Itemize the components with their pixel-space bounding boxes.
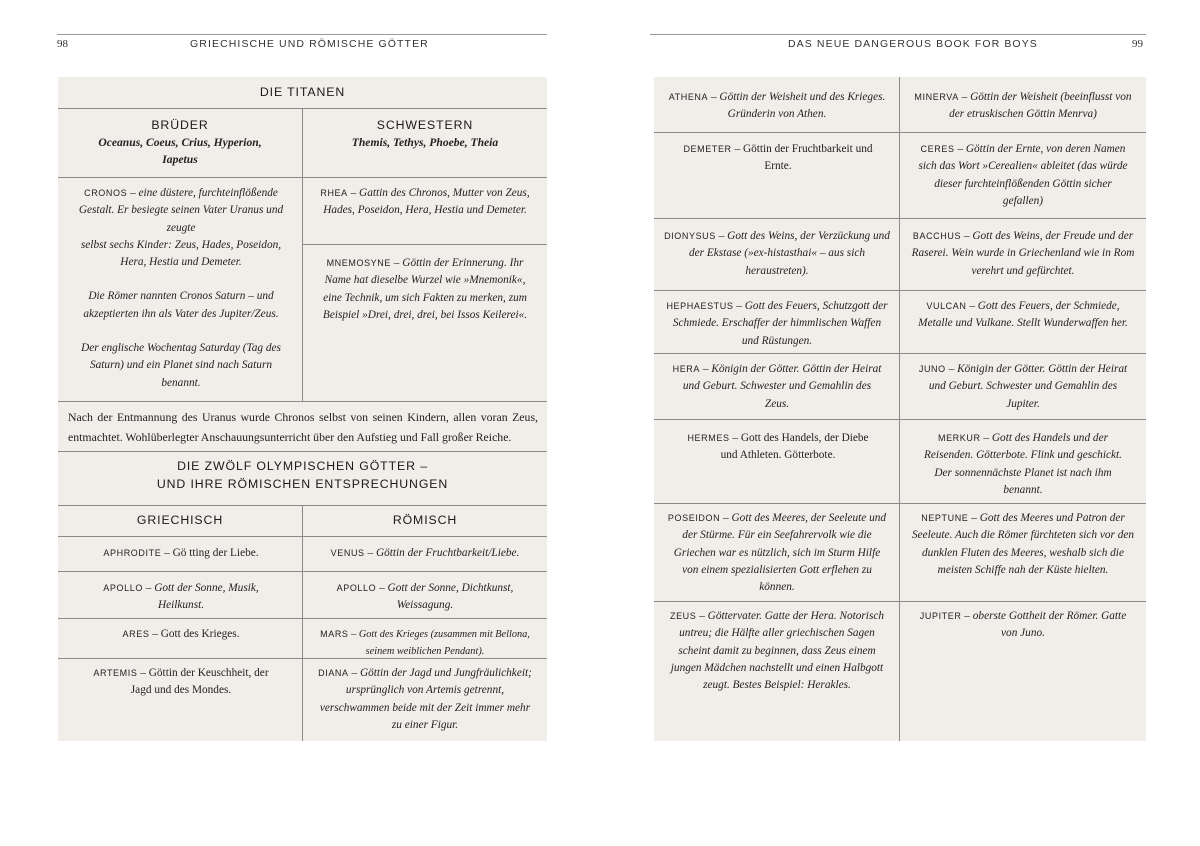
roman-entry bbox=[910, 89, 1136, 124]
god-description: – Göttin der Fruchtbarkeit/Liebe. bbox=[364, 547, 520, 559]
olymp-heading-line1: DIE ZWÖLF OLYMPISCHEN GÖTTER – bbox=[177, 459, 428, 473]
greek-entry bbox=[664, 228, 890, 280]
right-page bbox=[600, 0, 1200, 846]
schwestern-names: Themis, Tethys, Phoebe, Theia bbox=[351, 136, 499, 149]
rule bbox=[654, 218, 1146, 219]
god-name: CERES bbox=[920, 144, 955, 154]
rule bbox=[654, 290, 1146, 291]
god-description: – Gott der Sonne, Musik, Heilkunst. bbox=[142, 582, 259, 612]
titanen-note: Nach der Entmannung des Uranus wurde Chronos selbst von seinen Kindern, allen voran Zeus, entmachtet. Wohlüberlegter Anschauungsunterricht über den Aufstieg und Fall großer Reiche. bbox=[68, 410, 538, 444]
rhea-text: – Gattin des Chronos, Mutter von Zeus, Hades, Poseidon, Hera, Hestia und Demeter. bbox=[323, 187, 530, 217]
god-name: JUNO bbox=[918, 364, 946, 374]
column-divider bbox=[302, 505, 303, 741]
cronos-text: Die Römer nannten Cronos Saturn – und akzeptierten ihn als Vater des Jupiter/Zeus. bbox=[83, 290, 279, 320]
god-description: – Göttin der Weisheit und des Krieges. Gründerin von Athen. bbox=[708, 91, 886, 121]
cronos-text: Der englische Wochentag Saturday (Tag des Saturn) und ein Planet sind nach Saturn benannt. bbox=[81, 342, 281, 389]
roman-entry bbox=[916, 608, 1130, 643]
god-description: – Gott des Feuers, der Schmiede, Metalle und Vulkane. Stellt Wunderwaffen her. bbox=[918, 300, 1128, 330]
page-number: 98 bbox=[57, 38, 68, 50]
god-name: ARTEMIS bbox=[93, 668, 138, 678]
schwestern-label: SCHWESTERN bbox=[376, 118, 474, 132]
god-name: POSEIDON bbox=[667, 513, 721, 523]
rule bbox=[58, 536, 547, 537]
brueder-names: Oceanus, Coeus, Crius, Hyperion, Iapetus bbox=[98, 136, 262, 166]
god-description: – Königin der Götter. Göttin der Heirat und Geburt. Schwester und Gemahlin des Zeus. bbox=[682, 363, 882, 410]
col-greek-header: GRIECHISCH bbox=[136, 513, 224, 527]
page-number: 99 bbox=[1132, 38, 1143, 50]
rule bbox=[58, 451, 547, 452]
god-description: – Gott des Feuers, Schutzgott der Schmiede. Erschaffer der himmlischen Waffen und Rüstungen. bbox=[672, 300, 888, 347]
rule bbox=[654, 601, 1146, 602]
running-head: DAS NEUE DANGEROUS BOOK FOR BOYS bbox=[788, 38, 1038, 50]
god-description: – Königin der Götter. Göttin der Heirat und Geburt. Schwester und Gemahlin des Jupiter. bbox=[928, 363, 1128, 410]
god-name: MINERVA bbox=[914, 92, 959, 102]
roman-entry bbox=[916, 361, 1130, 413]
god-name: MERKUR bbox=[937, 433, 981, 443]
cronos-text: selbst sechs Kinder: Zeus, Hades, Poseidon, Hera, Hestia und Demeter. bbox=[80, 238, 282, 269]
god-description: – Gott des Weins, der Verzückung und der Ekstase (»ex-histasthai« – aus sich heraustreten). bbox=[688, 230, 890, 277]
roman-entry bbox=[314, 665, 536, 734]
rule bbox=[58, 618, 547, 619]
god-name: HERMES bbox=[687, 433, 730, 443]
rule bbox=[654, 132, 1146, 133]
greek-entry bbox=[666, 298, 888, 350]
cronos-text: – eine düstere, furchteinflößende Gestalt. Er besiegte seinen Vater Uranus und zeugte bbox=[78, 187, 284, 234]
greek-entry bbox=[80, 580, 282, 615]
god-name: DIONYSUS bbox=[664, 231, 716, 241]
cronos-entry bbox=[70, 185, 292, 392]
greek-entry bbox=[90, 665, 272, 700]
rule bbox=[654, 353, 1146, 354]
god-name: DEMETER bbox=[683, 144, 732, 154]
greek-entry bbox=[684, 430, 872, 465]
god-description: – Gott des Krieges (zusammen mit Bellona, seinem weiblichen Pendant). bbox=[348, 629, 530, 658]
rule bbox=[654, 419, 1146, 420]
god-name: NEPTUNE bbox=[921, 513, 969, 523]
god-description: – Gott des Meeres, der Seeleute und der Stürme. Für ein Seefahrervolk wie die Griechen war es nützlich, sich im Sturm Hilfe von einem spezialisierten Gott erflehen zu können. bbox=[673, 512, 887, 594]
god-description: – Göttin der Keuschheit, der Jagd und des Mondes. bbox=[130, 667, 269, 697]
god-description: – Gö tting der Liebe. bbox=[161, 547, 259, 559]
rule bbox=[58, 401, 547, 402]
god-name: HEPHAESTUS bbox=[666, 301, 734, 311]
god-description: – Göttin der Jagd und Jungfräulichkeit; ursprünglich von Artemis getrennt, verschwammen beide mit der Zeit immer mehr zu einer Figur. bbox=[319, 667, 532, 731]
god-name: MARS bbox=[320, 629, 349, 639]
cronos-name: CRONOS bbox=[84, 188, 128, 198]
header-rule bbox=[650, 34, 1146, 35]
roman-entry bbox=[910, 510, 1136, 579]
god-description: – Gott des Handels und der Reisenden. Götterbote. Flink und geschickt. Der sonnennächste Planet ist nach ihm benannt. bbox=[924, 432, 1122, 496]
rule bbox=[302, 244, 547, 245]
god-description: – Göttin der Ernte, von deren Namen sich das Wort »Cerealien« ableitet (das würde dieser furchteinflößenden Göttin sicher gefallen) bbox=[918, 143, 1128, 207]
god-description: – Gott des Weins, der Freude und der Raserei. Wein wurde in Griechenland wie in Rom verehrt und gefürchtet. bbox=[911, 230, 1135, 277]
running-head: GRIECHISCHE UND RÖMISCHE GÖTTER bbox=[190, 38, 429, 50]
rule bbox=[58, 658, 547, 659]
god-name: ARES bbox=[122, 629, 150, 639]
greek-entry bbox=[666, 510, 888, 596]
roman-entry bbox=[914, 141, 1132, 210]
roman-entry bbox=[910, 228, 1136, 280]
god-name: APOLLO bbox=[103, 583, 143, 593]
column-divider bbox=[899, 77, 900, 741]
titanen-heading: DIE TITANEN bbox=[259, 85, 346, 99]
god-description: – Göttin der Fruchtbarkeit und Ernte. bbox=[731, 143, 873, 173]
column-divider bbox=[302, 108, 303, 401]
greek-entry bbox=[666, 89, 888, 124]
rule bbox=[654, 503, 1146, 504]
god-description: – Gott des Krieges. bbox=[149, 628, 240, 640]
rule bbox=[58, 571, 547, 572]
roman-entry bbox=[322, 580, 528, 615]
header-rule bbox=[57, 34, 547, 35]
god-name: ZEUS bbox=[669, 611, 697, 621]
roman-entry bbox=[314, 545, 536, 562]
greek-entry bbox=[680, 141, 876, 176]
greek-entry bbox=[670, 361, 884, 413]
roman-entry bbox=[916, 298, 1130, 333]
brueder-label: BRÜDER bbox=[151, 118, 209, 132]
god-description: – oberste Gottheit der Römer. Gatte von Juno. bbox=[961, 610, 1127, 640]
god-description: – Gott des Meeres und Patron der Seeleute. Auch die Römer fürchteten sich vor den dunklen Fluten des Meeres, weshalb sich die meisten Schiffe nah der Küste hielten. bbox=[911, 512, 1135, 576]
god-name: VULCAN bbox=[926, 301, 967, 311]
olymp-heading-line2: UND IHRE RÖMISCHEN ENTSPRECHUNGEN bbox=[156, 477, 449, 491]
god-name: APHRODITE bbox=[103, 548, 162, 558]
god-name: BACCHUS bbox=[912, 231, 962, 241]
rhea-entry bbox=[316, 185, 534, 220]
god-name: HERA bbox=[672, 364, 701, 374]
roman-entry bbox=[316, 626, 534, 661]
god-description: – Gott des Handels, der Diebe und Athleten. Götterbote. bbox=[720, 432, 869, 462]
mnemosyne-text: – Göttin der Erinnerung. Ihr Name hat dieselbe Wurzel wie »Mnemonik«, eine Technik, um sich Fakten zu merken, zum Beispiel »Drei, drei, drei, bei Issos Keilerei«. bbox=[322, 257, 528, 321]
god-name: JUPITER bbox=[919, 611, 962, 621]
roman-entry bbox=[914, 430, 1132, 499]
col-roman-header: RÖMISCH bbox=[392, 513, 458, 527]
god-description: – Göttervater. Gatte der Hera. Notorisch untreu; die Hälfte aller griechischen Sagen scheint damit zu beginnen, dass Zeus einem jungen Mädchen nachstellt und einen Halbgott zeugt. Bestes Beispiel: Herakles. bbox=[670, 610, 885, 692]
god-name: DIANA bbox=[318, 668, 349, 678]
greek-entry bbox=[666, 608, 888, 694]
greek-entry bbox=[70, 626, 292, 643]
mnemosyne-entry bbox=[316, 255, 534, 324]
god-description: – Göttin der Weisheit (beeinflusst von der etruskischen Göttin Menrva) bbox=[949, 91, 1132, 121]
rule bbox=[58, 177, 547, 178]
mnemosyne-name: MNEMOSYNE bbox=[326, 258, 391, 268]
god-description: – Gott der Sonne, Dichtkunst, Weissagung. bbox=[376, 582, 514, 612]
rhea-name: RHEA bbox=[320, 188, 348, 198]
god-name: ATHENA bbox=[668, 92, 709, 102]
god-name: VENUS bbox=[330, 548, 365, 558]
greek-entry bbox=[70, 545, 292, 562]
god-name: APOLLO bbox=[336, 583, 377, 593]
